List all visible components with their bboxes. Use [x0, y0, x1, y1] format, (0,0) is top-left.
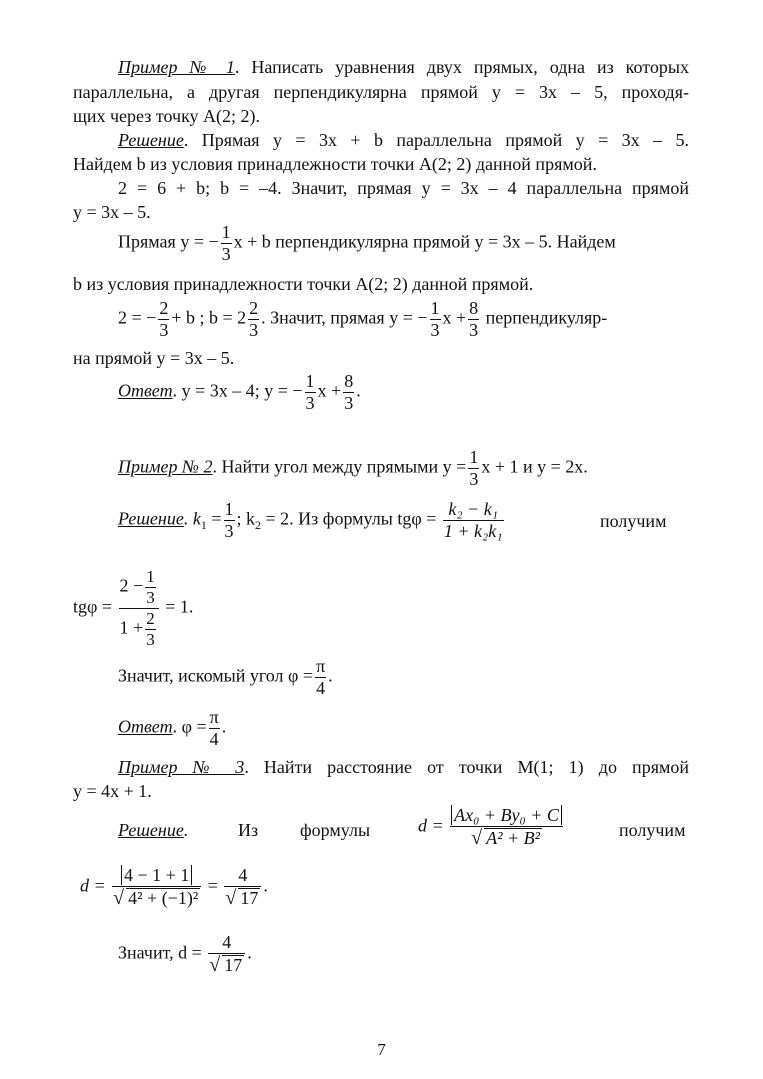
ex3-from-word: Из: [238, 820, 259, 840]
ex3-solution-label: Решение: [118, 820, 184, 840]
fraction: $\frac{\pi}{4}$: [316, 656, 326, 698]
fraction: $\frac{2}{3}$: [159, 298, 169, 340]
ex1-solution-line-1: Решение. Прямая y = 3x + b параллельна прямой y = 3x – 5.: [118, 130, 689, 150]
ex1-perp-line-2: b из условия принадлежности точки A(2; 2) данной прямой.: [73, 274, 534, 294]
distance-calc-fraction: $\frac{4 - 1 + 1}{\text{√ 4² + (−1)²}}$: [112, 866, 201, 909]
ex1-task-line-3: щих через точку A(2; 2).: [73, 106, 261, 126]
ex1-answer-label: Ответ: [118, 380, 173, 401]
page-number: 7: [377, 1040, 386, 1059]
ex1-answer-line: Ответ. y = 3x – 4; y = − $\frac{1}{3}$ x + $\frac{8}{3}$ .: [118, 371, 361, 413]
ex1-task-line-2: параллельна, а другая перпендикулярна прямой y = 3x – 5, проходя-: [73, 82, 689, 102]
ex2-answer-label: Ответ: [118, 716, 173, 737]
fraction: $\frac{1}{3}$: [224, 499, 234, 541]
ex1-title: Пример № 1: [118, 57, 235, 77]
ex3-title: Пример № 3: [118, 757, 245, 777]
ex1-calc-line-2: y = 3x – 5.: [73, 202, 151, 222]
ex1-solution-line-2: Найдем b из условия принадлежности точки A(2; 2) данной прямой.: [73, 154, 597, 174]
ex3-solution-label-line: Решение.: [118, 820, 189, 840]
ex2-obtain-word: получим: [600, 511, 667, 531]
fraction: $\frac{4}{√ 17}$: [208, 933, 245, 976]
ex1-equation-line-2: на прямой y = 3x – 5.: [73, 348, 235, 368]
ex1-equation-line: 2 = − $\frac{2}{3}$ + b ; b = 2 $\frac{2}{3}$ . Значит, прямая y = − $\frac{1}{3}$ x + $\frac{8}{3}$ перпендикуляр-: [118, 298, 608, 340]
ex1-task-line-1: Пример № 1. Написать уравнения двух прямых, одна из которых: [118, 57, 689, 77]
fraction: $\frac{4}{√ 17}$: [224, 866, 261, 909]
ex3-task-line-2: y = 4x + 1.: [73, 781, 152, 801]
fraction: $\frac{1}{3}$: [221, 222, 231, 264]
fraction: $\frac{8}{3}$: [469, 298, 479, 340]
ex2-solution-line: Решение. $k_1$ = $\frac{1}{3}$ ; $k_2 = 2$. Из формулы tgφ = $\frac{\text{k₂ − k₁}}{\text{1 + k₂k₁}}$: [118, 499, 503, 541]
ex2-answer-line: Ответ. φ = $\frac{\pi}{4}$ .: [118, 707, 227, 749]
fraction: $\frac{\pi}{4}$: [209, 707, 219, 749]
distance-fraction: $\frac{\text{Ax₀ + By₀ + C}}{\text{√ A² + B²}}$: [450, 806, 563, 849]
fraction: $\frac{2}{3}$: [146, 608, 155, 649]
ex2-solution-label: Решение: [118, 508, 184, 529]
compound-fraction: 2 − $\frac{1}{3}$ 1 + $\frac{2}{3}$: [119, 568, 159, 648]
tangent-formula: $\frac{\text{k₂ − k₁}}{\text{1 + k₂k₁}}$: [443, 499, 503, 541]
fraction: $\frac{1}{3}$: [469, 447, 479, 489]
ex3-formula-word: формулы: [300, 820, 371, 840]
ex1-solution-label: Решение: [118, 130, 184, 150]
ex2-task-line: Пример № 2. Найти угол между прямыми y = $\frac{1}{3}$ x + 1 и y = 2x.: [118, 447, 588, 489]
ex1-calc-line-1: 2 = 6 + b; b = –4. Значит, прямая y = 3x – 4 параллельна прямой: [118, 178, 689, 198]
ex3-calc-line: d = $\frac{4 - 1 + 1}{\text{√ 4² + (−1)²}}$ = $\frac{4}{√ 17}$ .: [80, 865, 268, 909]
fraction: $\frac{8}{3}$: [344, 371, 354, 413]
ex2-tg-line: tgφ = 2 − $\frac{1}{3}$ 1 + $\frac{2}{3}$ = 1.: [73, 567, 194, 649]
ex3-conclusion-line: Значит, d = $\frac{4}{√ 17}$ .: [118, 932, 252, 976]
ex3-task-line-1: Пример № 3. Найти расстояние от точки M(1; 1) до прямой: [118, 757, 689, 777]
fraction: $\frac{2}{3}$: [249, 298, 259, 340]
ex2-title: Пример № 2: [118, 456, 213, 477]
fraction: $\frac{1}{3}$: [305, 371, 315, 413]
fraction: $\frac{1}{3}$: [146, 567, 155, 607]
ex2-conclusion-line: Значит, искомый угол φ = $\frac{\pi}{4}$ .: [118, 656, 333, 698]
ex1-perp-line: Прямая y = − $\frac{1}{3}$ x + b перпендикулярна прямой y = 3x – 5. Найдем: [118, 222, 616, 264]
ex3-distance-formula: d = $\frac{\text{Ax₀ + By₀ + C}}{\text{√ A² + B²}}$: [418, 806, 565, 849]
ex3-obtain-word: получим: [619, 820, 686, 840]
fraction: $\frac{1}{3}$: [430, 298, 440, 340]
